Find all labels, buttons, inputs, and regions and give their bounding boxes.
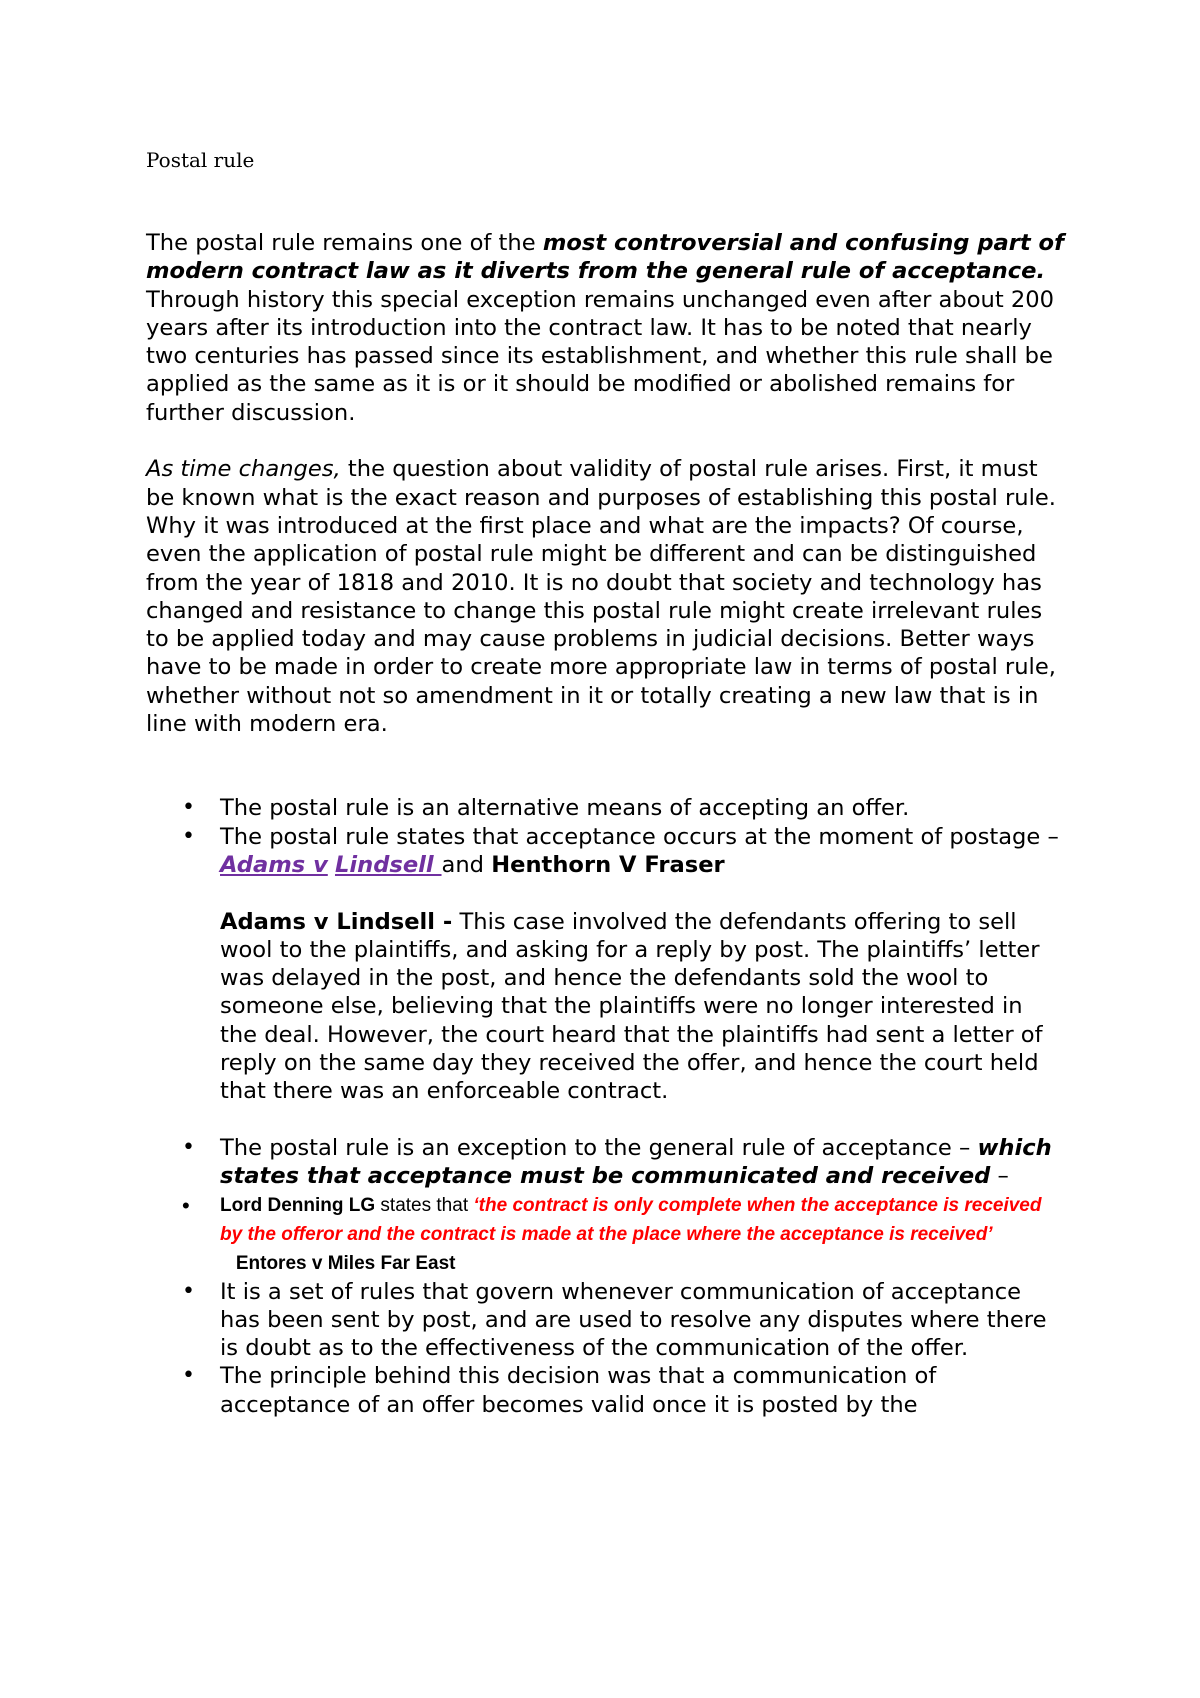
document-title: Postal rule [146, 148, 255, 172]
list-item: • The postal rule is an alternative means of accepting an offer. [146, 794, 1066, 822]
adams-case-text: This case involved the defendants offering to sell wool to the plaintiffs, and asking for a reply by post. The plaintiffs’ letter was delayed in the post, and hence the defendants sold the wool to someone else, believing that the plaintiffs were no longer interested in the deal. However, the court heard that the plaintiffs had sent a letter of reply on the same day they received the offer, and hence the court held that there was an enforceable contract. [220, 908, 1043, 1105]
list-item-text-2: and [441, 851, 492, 878]
adams-case-heading: Adams v Lindsell - [220, 908, 453, 935]
paragraph-time-changes-text: the question about validity of postal rule arises. First, it must be known what is the exact reason and purposes of establishing this postal rule. Why it was introduced at the first place and what are the impacts? Of course, even the application of postal rule might be different and can be distinguished from the year of 1818 and 2010. It is no doubt that society and technology has changed and resistance to change this postal rule might create irrelevant rules to be applied today and may cause problems in judicial decisions. Better ways have to be made in order to create more appropriate law in terms of postal rule, whether without not so amendment in it or totally creating a new law that is in line with modern era. [146, 456, 1056, 738]
adams-v-link[interactable]: Adams v [220, 851, 328, 878]
list-item-text-2: – [990, 1163, 1009, 1190]
list-item [146, 1191, 1066, 1278]
paragraph-intro-text-2: Through history this special exception remains unchanged even after about 200 years after its introduction into the contract law. It has to be noted that nearly two centuries has passed since its establishment, and whether this rule shall be applied as the same as it is or it should be modified or abolished remains for further discussion. [146, 286, 1055, 426]
list-item-emphasis: which states that acceptance must be communicated and received [220, 1134, 1052, 1190]
paragraph-intro-emphasis: most controversial and confusing part of modern contract law as it diverts from the general rule of acceptance. [146, 230, 1064, 285]
paragraph-time-changes-italic: As time changes, [146, 456, 341, 483]
list-item [146, 823, 1066, 1106]
entores-case-name: Entores v Miles Far East [220, 1252, 456, 1274]
henthorn-case-name: Henthorn V Fraser [491, 851, 725, 878]
list-item: • It is a set of rules that govern whenever communication of acceptance has been sent by post, and are used to resolve any disputes where there is doubt as to the effectiveness of the communication of the offer. [146, 1278, 1066, 1363]
list-item-text: The postal rule states that acceptance occurs at the moment of postage – [220, 823, 1059, 850]
document-body [146, 229, 1066, 1419]
list-item-text: states that [375, 1194, 474, 1216]
lord-denning-name: Lord Denning LG [220, 1194, 376, 1216]
list-item-text: The postal rule is an exception to the general rule of acceptance – [220, 1134, 978, 1161]
list-item [146, 1134, 1066, 1191]
paragraph-intro [146, 229, 1066, 427]
paragraph-intro-text: The postal rule remains one of the [146, 230, 543, 256]
paragraph-time-changes [146, 455, 1066, 738]
adams-case-summary [220, 908, 1066, 1106]
denning-quote: ‘the contract is only complete when the acceptance is received by the offeror and the contract is made at the place where the acceptance is received’ [220, 1194, 1042, 1245]
lindsell-link[interactable]: Lindsell [334, 851, 442, 878]
bullet-list [146, 794, 1066, 1419]
list-item: • The principle behind this decision was that a communication of acceptance of an offer becomes valid once it is posted by the [146, 1362, 1066, 1419]
